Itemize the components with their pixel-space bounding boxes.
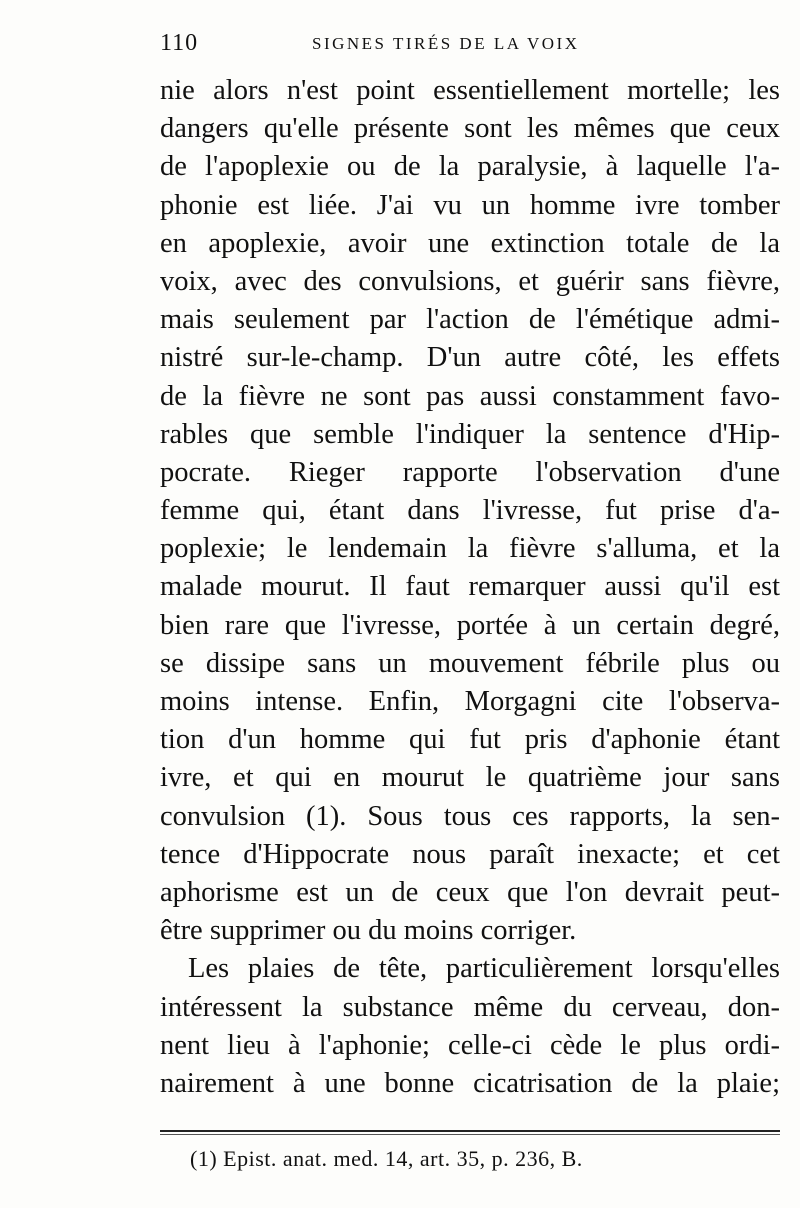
text-line: nairement à une bonne cicatrisation de la plaie;	[160, 1067, 780, 1099]
page-number: 110	[160, 30, 199, 56]
text-line: femme qui, étant dans l'ivresse, fut prise d'a-	[160, 495, 780, 527]
text-line: tion d'un homme qui fut pris d'aphonie étant	[160, 724, 780, 756]
text-line: de l'apoplexie ou de la paralysie, à laquelle l'a-	[160, 151, 780, 183]
footnote-divider	[160, 1130, 780, 1132]
text-line: voix, avec des convulsions, et guérir sans fièvre,	[160, 265, 780, 297]
text-line: nistré sur-le-champ. D'un autre côté, les effets	[160, 342, 780, 374]
text-line: bien rare que l'ivresse, portée à un certain degré,	[160, 609, 780, 641]
text-line: Les plaies de tête, particulièrement lorsqu'elles	[188, 953, 780, 985]
text-line: se dissipe sans un mouvement fébrile plus ou	[160, 647, 780, 679]
text-line: de la fièvre ne sont pas aussi constamment favo-	[160, 380, 780, 412]
text-line: nie alors n'est point essentiellement mortelle; les	[160, 75, 780, 106]
text-line: rables que semble l'indiquer la sentence d'Hip-	[160, 418, 780, 450]
text-line: dangers qu'elle présente sont les mêmes que ceux	[160, 113, 780, 145]
text-line: mais seulement par l'action de l'émétique admi-	[160, 304, 780, 336]
body-text	[160, 72, 780, 1103]
text-line: poplexie; le lendemain la fièvre s'alluma, et la	[160, 533, 780, 565]
text-line: malade mourut. Il faut remarquer aussi qu'il est	[160, 571, 780, 603]
text-line: nent lieu à l'aphonie; celle-ci cède le plus ordi-	[160, 1029, 780, 1061]
text-line: pocrate. Rieger rapporte l'observation d'une	[160, 456, 780, 488]
footnote-divider-thin	[160, 1134, 780, 1135]
footnote: (1) Epist. anat. med. 14, art. 35, p. 236, B.	[190, 1146, 583, 1171]
text-line: moins intense. Enfin, Morgagni cite l'observa-	[160, 686, 780, 717]
running-title: SIGNES TIRÉS DE LA VOIX	[312, 34, 580, 53]
text-line: intéressent la substance même du cerveau, don-	[160, 991, 780, 1023]
text-line: en apoplexie, avoir une extinction totale de la	[160, 227, 780, 259]
page-header	[160, 30, 780, 64]
text-line: tence d'Hippocrate nous paraît inexacte; et cet	[160, 838, 780, 870]
text-line: être supprimer ou du moins corriger.	[160, 915, 577, 947]
text-line: phonie est liée. J'ai vu un homme ivre tomber	[160, 189, 780, 221]
text-line: aphorisme est un de ceux que l'on devrait peut-	[160, 876, 780, 908]
text-line: ivre, et qui en mourut le quatrième jour sans	[160, 762, 780, 794]
text-line: convulsion (1). Sous tous ces rapports, la sen-	[160, 800, 780, 832]
